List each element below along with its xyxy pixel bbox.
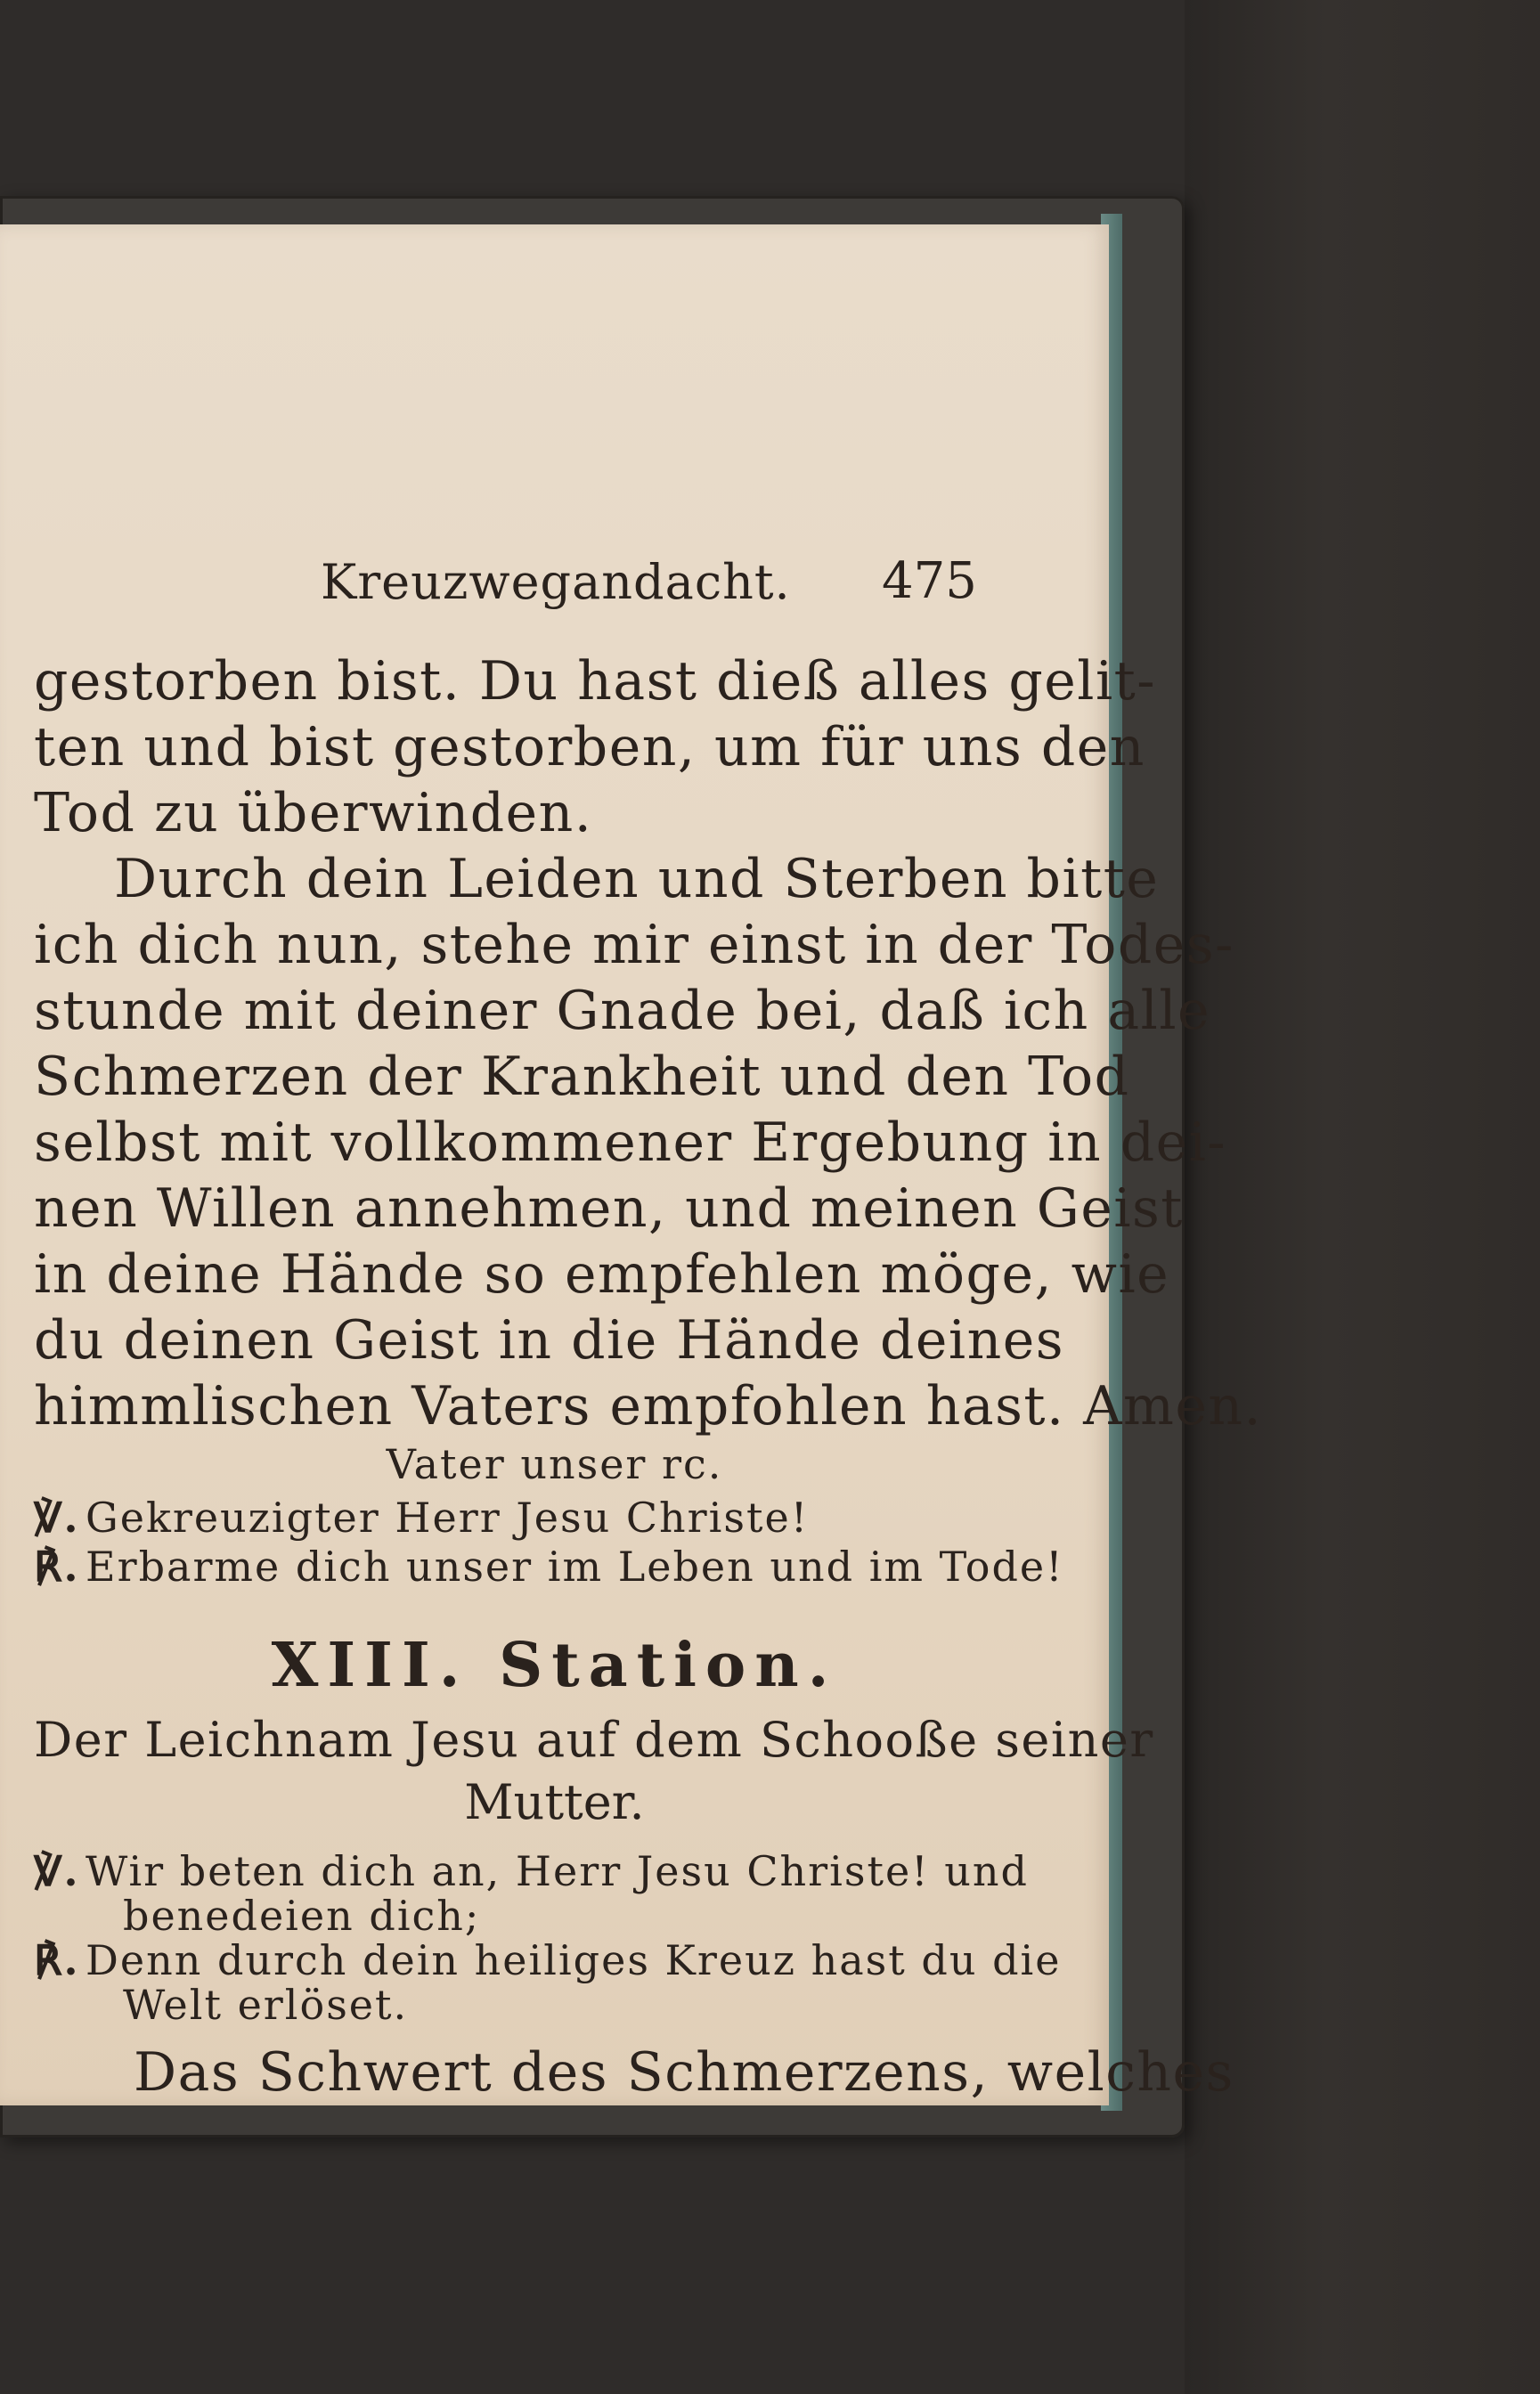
text-line: nen Willen annehmen, und meinen Geist (34, 1177, 1184, 1240)
text-line: Schmerzen der Krankheit und den Tod (34, 1046, 1130, 1108)
text-line: Das Schwert des Schmerzens, welches (134, 2041, 1234, 2104)
response-text: Erbarme dich unser im Leben und im Tode! (86, 1543, 1064, 1591)
response-line (34, 1936, 1061, 1984)
versicle-text: Wir beten dich an, Herr Jesu Christe! und (86, 1847, 1029, 1895)
versicle-symbol: ℣. (34, 1494, 80, 1542)
text-line: himmlischen Vaters empfohlen hast. Amen. (34, 1375, 1263, 1437)
text-line: ten und bist gestorben, um für uns den (34, 716, 1145, 778)
station-title: Mutter. (464, 1774, 645, 1830)
response-symbol: ℟. (34, 1936, 80, 1984)
text-line: in deine Hände so empfehlen möge, wie (34, 1243, 1170, 1306)
vater-unser-line: Vater unser rc. (386, 1440, 723, 1488)
versicle-symbol: ℣. (34, 1847, 80, 1895)
response-line (34, 1543, 1064, 1591)
running-header: Kreuzwegandacht. (321, 554, 791, 610)
text-line: selbst mit vollkommener Ergebung in dei- (34, 1112, 1227, 1174)
versicle-line (34, 1494, 809, 1542)
text-line: Tod zu überwinden. (34, 782, 593, 844)
response-symbol: ℟. (34, 1543, 80, 1591)
text-line: du deinen Geist in die Hände deines (34, 1309, 1065, 1372)
book-page (0, 224, 1263, 2105)
versicle-line (34, 1847, 1029, 1895)
text-line: Durch dein Leiden und Sterben bitte (114, 848, 1160, 910)
text-line: ich dich nun, stehe mir einst in der Todes- (34, 914, 1234, 976)
station-title: Der Leichnam Jesu auf dem Schooße seiner (34, 1712, 1154, 1768)
page-number: 475 (882, 552, 977, 610)
versicle-continuation: benedeien dich; (123, 1892, 481, 1940)
text-line: stunde mit deiner Gnade bei, daß ich alle (34, 980, 1211, 1042)
background-surface (1185, 0, 1540, 2394)
text-line: gestorben bist. Du hast dieß alles gelit- (34, 650, 1157, 712)
versicle-text: Gekreuzigter Herr Jesu Christe! (86, 1494, 810, 1542)
station-heading: XIII. Station. (271, 1630, 838, 1701)
response-text: Denn durch dein heiliges Kreuz hast du die (86, 1936, 1062, 1984)
response-continuation: Welt erlöset. (123, 1981, 409, 2029)
